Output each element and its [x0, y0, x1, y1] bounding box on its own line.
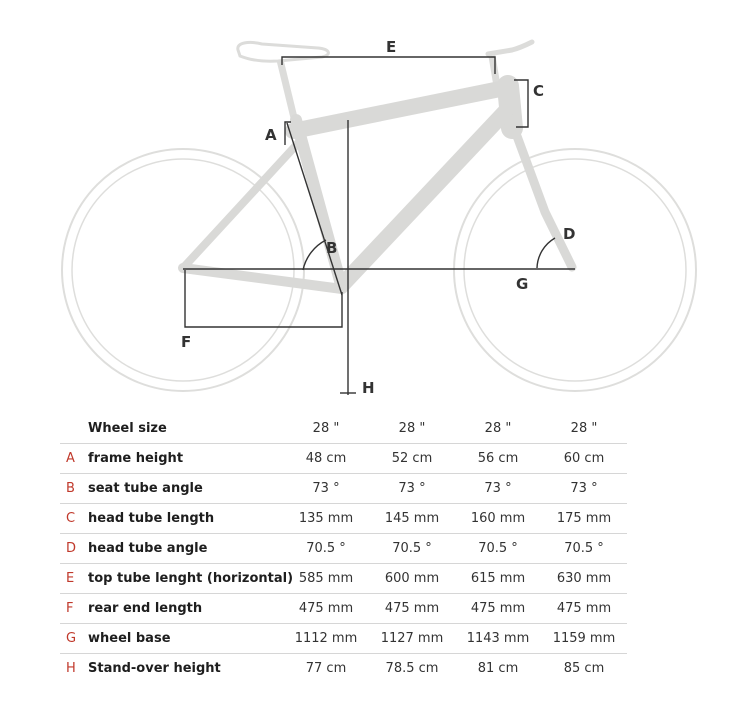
row-letter: B: [60, 474, 88, 504]
table-row: [60, 444, 627, 474]
row-label: top tube lenght (horizontal): [88, 564, 283, 594]
label-A: A: [265, 126, 277, 144]
size-value: 475 mm: [541, 594, 627, 624]
size-value: 1159 mm: [541, 624, 627, 654]
size-value: 85 cm: [563, 661, 605, 676]
size-value: 28 ": [283, 414, 369, 444]
bike-frame: [183, 86, 572, 289]
table-row: [60, 534, 627, 564]
size-value: 73 °: [283, 474, 369, 504]
row-letter: F: [60, 594, 88, 624]
row-letter: E: [60, 564, 88, 594]
geometry-table: [60, 414, 627, 683]
saddle: [238, 42, 329, 126]
size-value: 475 mm: [369, 594, 455, 624]
row-label: seat tube angle: [88, 474, 283, 504]
label-D: D: [563, 225, 576, 243]
size-value: 475 mm: [283, 594, 369, 624]
size-value: 52 cm: [369, 444, 455, 474]
size-value: 175 mm: [541, 504, 627, 534]
size-value: 70.5 °: [541, 534, 627, 564]
label-G: G: [516, 275, 529, 293]
size-value: 585 mm: [283, 564, 369, 594]
label-H: H: [362, 379, 375, 397]
size-value: 160 mm: [455, 504, 541, 534]
size-value: 77 cm: [305, 661, 347, 676]
size-value: 28 ": [541, 414, 627, 444]
table-row: [60, 624, 627, 654]
size-value: 78.5 cm: [385, 661, 439, 676]
size-value: 1112 mm: [283, 624, 369, 654]
row-label: wheel base: [88, 624, 283, 654]
size-value: 615 mm: [455, 564, 541, 594]
row-label: Wheel size: [88, 414, 283, 444]
size-value: 56 cm: [455, 444, 541, 474]
table-row: [60, 654, 627, 684]
size-value: 475 mm: [455, 594, 541, 624]
table-row: [60, 474, 627, 504]
size-value: 630 mm: [541, 564, 627, 594]
label-F: F: [181, 333, 192, 351]
size-value: 145 mm: [369, 504, 455, 534]
row-letter: G: [60, 624, 88, 654]
size-value: 28 ": [369, 414, 455, 444]
size-value: 28 ": [455, 414, 541, 444]
size-value: 1143 mm: [455, 624, 541, 654]
size-value: 70.5 °: [283, 534, 369, 564]
table-row: [60, 594, 627, 624]
size-value: 60 cm: [541, 444, 627, 474]
row-label: Stand-over height: [88, 661, 221, 676]
row-letter: C: [60, 504, 88, 534]
size-value: 48 cm: [283, 444, 369, 474]
size-value: 135 mm: [283, 504, 369, 534]
row-letter: A: [60, 444, 88, 474]
size-value: 81 cm: [477, 661, 519, 676]
size-value: 600 mm: [369, 564, 455, 594]
size-value: 70.5 °: [455, 534, 541, 564]
table-row: [60, 564, 627, 594]
size-value: 73 °: [541, 474, 627, 504]
row-letter: H: [66, 661, 76, 676]
label-E: E: [386, 38, 397, 56]
row-label: head tube angle: [88, 534, 283, 564]
row-label: frame height: [88, 444, 283, 474]
table-row: [60, 504, 627, 534]
size-value: 70.5 °: [369, 534, 455, 564]
row-label: rear end length: [88, 594, 283, 624]
table-header-row: [60, 414, 627, 444]
row-letter: [60, 414, 88, 444]
size-value: 73 °: [369, 474, 455, 504]
row-letter: D: [60, 534, 88, 564]
size-value: 73 °: [455, 474, 541, 504]
label-B: B: [326, 239, 338, 257]
row-label: head tube length: [88, 504, 283, 534]
size-value: 1127 mm: [369, 624, 455, 654]
label-C: C: [533, 82, 545, 100]
